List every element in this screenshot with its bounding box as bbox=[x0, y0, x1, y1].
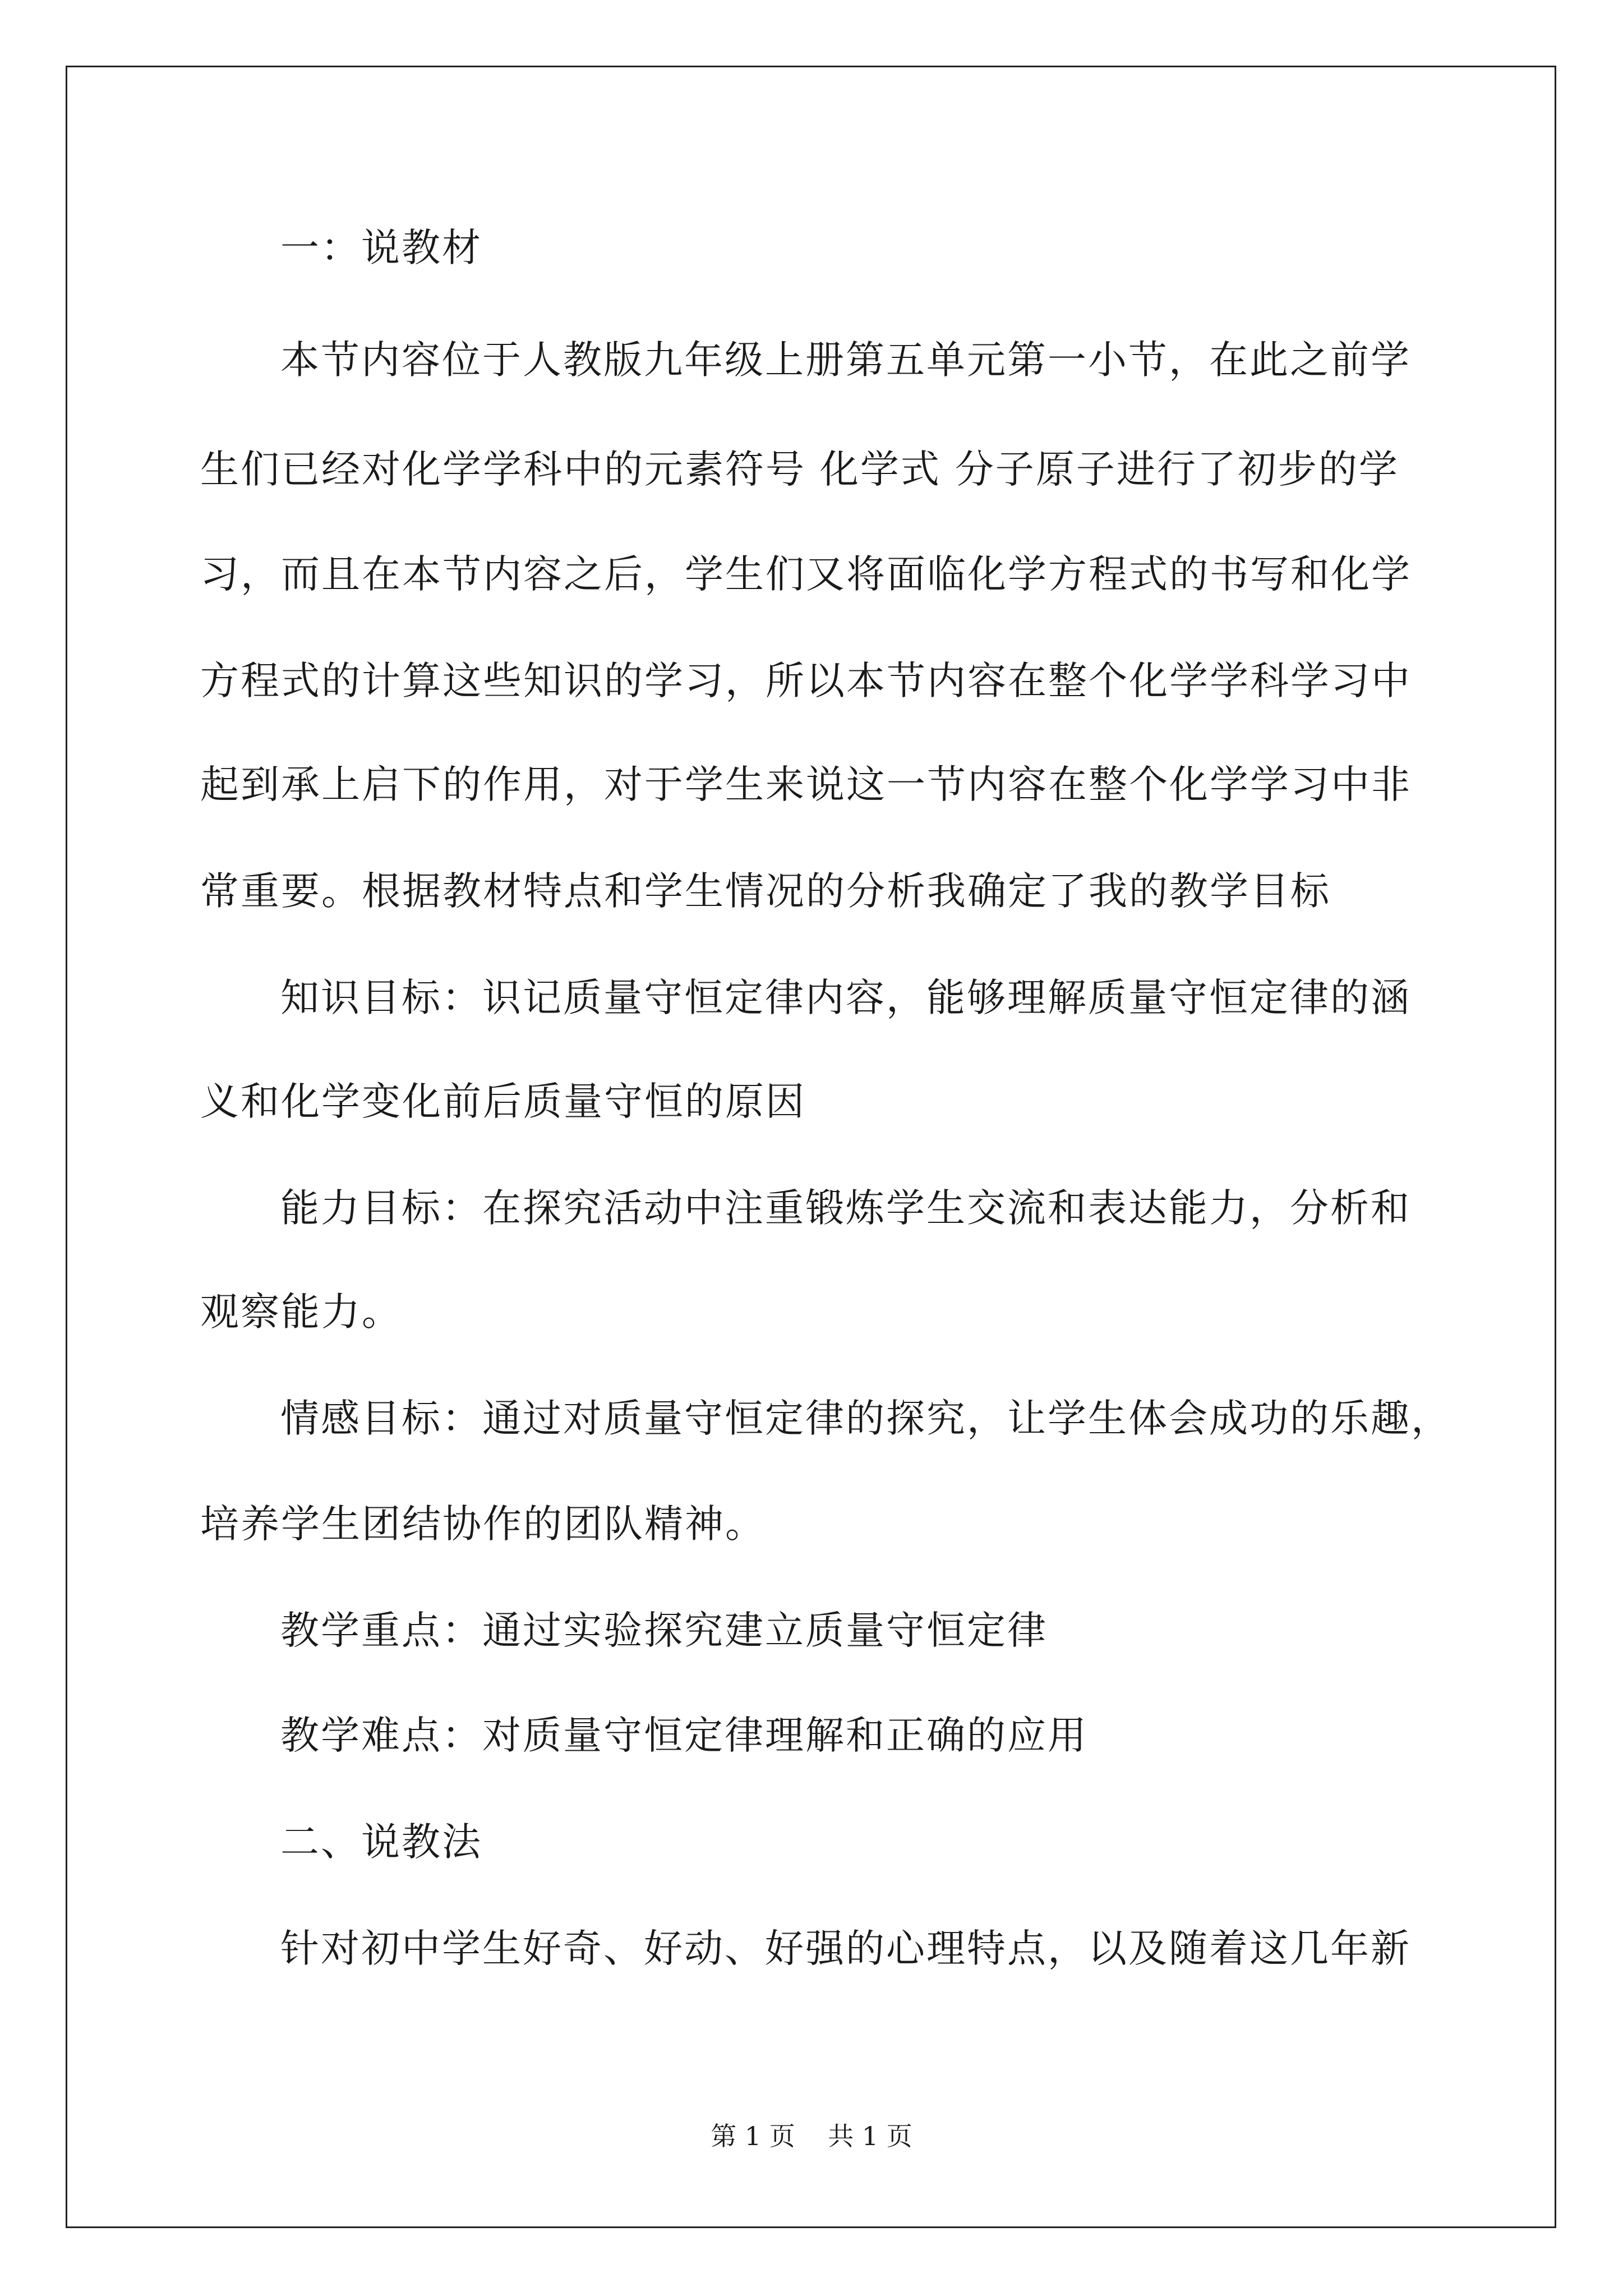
paragraph-line: 培养学生团结协作的团队精神。 bbox=[200, 1502, 766, 1547]
paragraph-line: 习，而且在本节内容之后，学生们又将面临化学方程式的书写和化学 bbox=[200, 552, 1412, 597]
paragraph-line: 知识目标：识记质量守恒定律内容，能够理解质量守恒定律的涵 bbox=[280, 976, 1411, 1020]
paragraph-line: 能力目标：在探究活动中注重锻炼学生交流和表达能力，分析和 bbox=[280, 1186, 1411, 1231]
paragraph-line: 观察能力。 bbox=[200, 1290, 402, 1335]
paragraph-line: 情感目标：通过对质量守恒定律的探究，让学生体会成功的乐趣， bbox=[280, 1396, 1451, 1441]
paragraph-line: 常重要。根据教材特点和学生情况的分析我确定了我的教学目标 bbox=[200, 869, 1331, 914]
paragraph-line: 方程式的计算这些知识的学习，所以本节内容在整个化学学科学习中 bbox=[200, 659, 1412, 703]
paragraph-line: 针对初中学生好奇、好动、好强的心理特点，以及随着这几年新 bbox=[280, 1926, 1411, 1971]
paragraph-line: 教学重点：通过实验探究建立质量守恒定律 bbox=[280, 1608, 1048, 1653]
paragraph-line: 本节内容位于人教版九年级上册第五单元第一小节，在此之前学 bbox=[280, 338, 1411, 383]
paragraph-line: 起到承上启下的作用，对于学生来说这一节内容在整个化学学习中非 bbox=[200, 762, 1412, 807]
section-heading-2: 二、说教法 bbox=[280, 1820, 482, 1865]
section-heading-1: 一：说教材 bbox=[280, 226, 482, 270]
paragraph-line: 生们已经对化学学科中的元素符号 化学式 分子原子进行了初步的学 bbox=[200, 447, 1399, 492]
page-border bbox=[66, 66, 1556, 2228]
paragraph-line: 教学难点：对质量守恒定律理解和正确的应用 bbox=[280, 1713, 1088, 1758]
paragraph-line: 义和化学变化前后质量守恒的原因 bbox=[200, 1079, 806, 1124]
page-number-footer: 第 1 页 共 1 页 bbox=[711, 2121, 912, 2151]
